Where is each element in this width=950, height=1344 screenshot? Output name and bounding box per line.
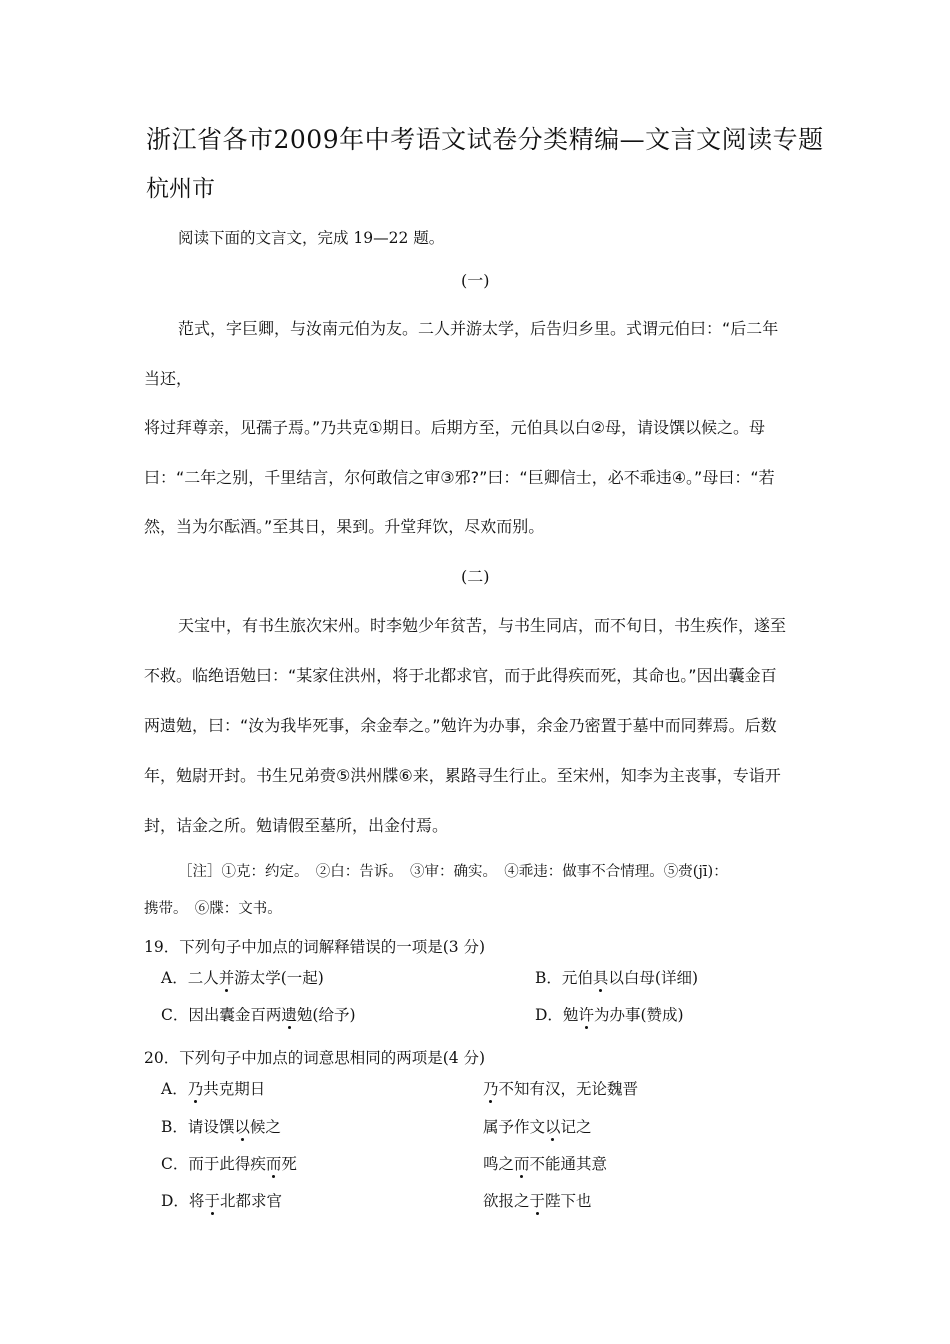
option-text: C．而于此得疾 [161,1155,266,1173]
dotted-word: 乃 [483,1080,499,1098]
city-subtitle: 杭州市 [146,176,215,202]
question-20-option-c-left [161,1152,297,1174]
dotted-word: 以 [545,1118,561,1136]
passage-one-line: 曰：“二年之别，千里结言，尔何敢信之审③邪?”曰：“巨卿信士，必不乖违④。”母曰：“若 [144,468,775,487]
section-one-heading: (一) [461,271,490,290]
question-19-option-b [535,966,698,988]
annotation-line: ［注］①克：约定。 ②白：告诉。 ③审：确实。 ④乖违：做事不合情理。⑤赍(jī)： [178,864,728,880]
question-19-stem: 19．下列句子中加点的词解释错误的一项是(3 分) [144,938,486,956]
question-19-option-a [161,966,324,988]
option-text: 勉(给予) [296,1006,356,1024]
dotted-word: 而 [514,1155,530,1173]
passage-two-line: 两遗勉，曰：“汝为我毕死事，余金奉之。”勉许为办事，余金乃密置于墓中而同葬焉。后数 [144,716,777,735]
option-text: 北都求官 [219,1192,282,1210]
option-text: C．因出囊金百两 [161,1006,282,1024]
question-20-option-a-left [161,1077,265,1099]
option-text: D．勉 [535,1006,579,1024]
dotted-word: 而 [265,1155,282,1173]
annotation-line: 携带。 ⑥牒：文书。 [144,901,282,917]
dotted-word: 于 [529,1192,546,1210]
option-text: 记之 [560,1118,592,1136]
option-text: 候之 [249,1118,281,1136]
dotted-word: 具 [592,969,609,987]
option-text: 死 [281,1155,297,1173]
option-text: B．请设馔 [161,1118,235,1136]
dotted-word: 于 [204,1192,220,1210]
option-text: 欲报之 [483,1192,530,1210]
option-text: B．元伯 [535,969,593,987]
passage-one-line: 当还， [144,369,193,388]
option-text: D．将 [161,1192,205,1210]
question-20-stem: 20．下列句子中加点的词意思相同的两项是(4 分) [144,1049,486,1067]
dotted-word: 并 [218,969,235,987]
passage-two-line: 封，诘金之所。勉请假至墓所，出金付焉。 [144,816,449,835]
question-20-option-d-left [161,1189,282,1211]
page-title: 浙江省各市2009年中考语文试卷分类精编—文言文阅读专题 [146,125,824,154]
section-two-heading: (二) [461,567,490,586]
dotted-word: 许 [578,1006,594,1024]
question-20-option-b-left [161,1115,281,1137]
option-text: 为办事(赞成) [593,1006,684,1024]
passage-one-line: 将过拜尊亲，见孺子焉。”乃共克①期日。后期方至，元伯具以白②母，请设馔以候之。母 [144,418,765,437]
question-20-option-d-right [483,1189,592,1211]
reading-instruction: 阅读下面的文言文，完成 19—22 题。 [178,229,445,247]
option-text: 游太学(一起) [234,969,324,987]
passage-two-line: 天宝中，有书生旅次宋州。时李勉少年贫苦，与书生同店，而不旬日，书生疾作，遂至 [178,616,787,635]
question-20-option-b-right [483,1115,592,1137]
passage-one-line: 然，当为尔酝酒。”至其日，果到。升堂拜饮，尽欢而别。 [144,517,545,536]
option-text: 共克期日 [203,1080,266,1098]
passage-two-line: 年，勉尉开封。书生兄弟赍⑤洪州牒⑥来，累路寻生行止。至宋州，知李为主丧事，专诣开 [144,766,781,785]
option-text: 不知有汉，无论魏晋 [498,1080,639,1098]
dotted-word: 以 [234,1118,250,1136]
passage-two-line: 不救。临绝语勉曰：“某家住洪州，将于北都求官，而于此得疾而死，其命也。”因出囊金百 [144,666,777,685]
question-20-option-c-right [483,1152,607,1174]
option-text: 鸣之 [483,1155,515,1173]
option-text: A． [161,1080,188,1098]
question-19-option-c [161,1003,356,1025]
passage-one-line: 范式，字巨卿，与汝南元伯为友。二人并游太学，后告归乡里。式谓元伯曰：“后二年 [178,319,779,338]
dotted-word: 遗 [281,1006,297,1024]
option-text: A．二人 [161,969,219,987]
option-text: 不能通其意 [529,1155,608,1173]
option-text: 属予作文 [483,1118,546,1136]
question-20-option-a-right [483,1077,638,1099]
option-text: 陛下也 [545,1192,592,1210]
dotted-word: 乃 [187,1080,204,1098]
question-19-option-d [535,1003,684,1025]
option-text: 以白母(详细) [608,969,699,987]
